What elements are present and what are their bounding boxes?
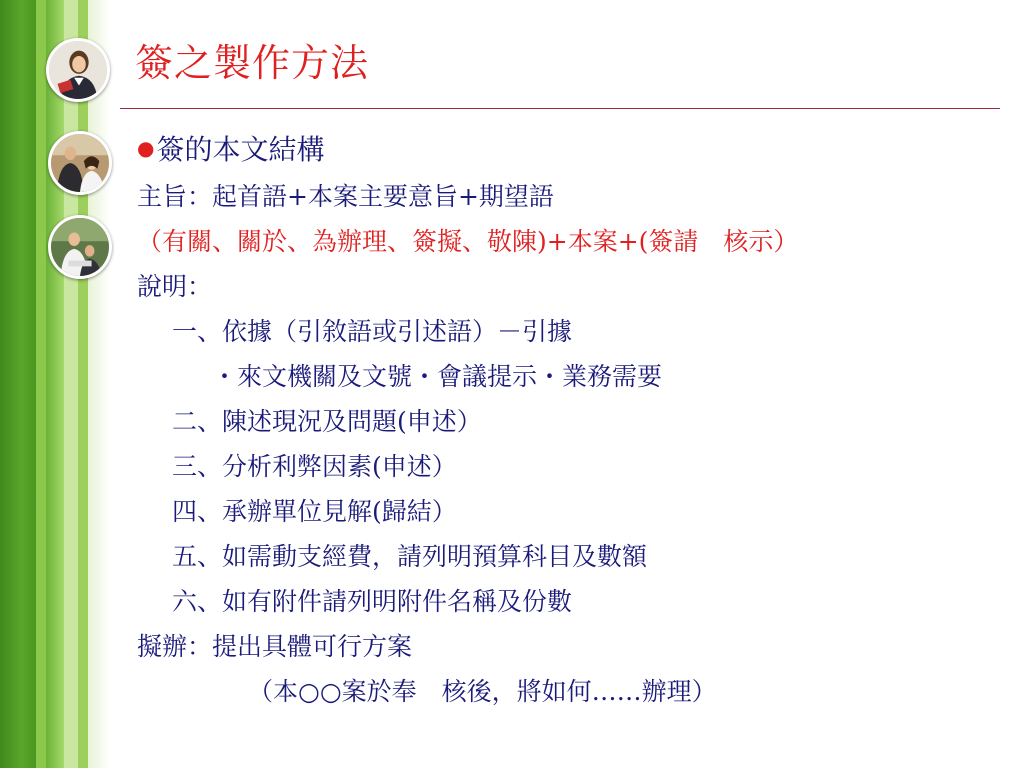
subject-line: 主旨：起首語+本案主要意旨+期望語 <box>137 182 554 211</box>
stripe <box>78 0 88 768</box>
businesswoman-photo <box>46 38 110 102</box>
explanation-item-3: 三、分析利弊因素(申述） <box>172 452 457 481</box>
stripe <box>64 0 78 768</box>
left-decorative-stripes <box>0 0 110 768</box>
explanation-label: 說明： <box>137 272 213 301</box>
stripe <box>0 0 36 768</box>
stripe <box>46 0 64 768</box>
explanation-item-6: 六、如有附件請列明附件名稱及份數 <box>172 587 573 616</box>
explanation-item-1: 一、依據（引敘語或引述語）－引據 <box>172 317 573 346</box>
proposal-example-line: （本○○案於奉 核後，將如何……辦理） <box>248 677 717 706</box>
proposal-line: 擬辦：提出具體可行方案 <box>137 632 413 661</box>
subject-example-line: （有關、關於、為辦理、簽擬、敬陳)+本案+(簽請 核示） <box>137 227 799 256</box>
explanation-item-5: 五、如需動支經費，請列明預算科目及數額 <box>172 542 648 571</box>
stripe <box>88 0 110 768</box>
explanation-item-2: 二、陳述現況及問題(申述） <box>172 407 482 436</box>
stripe <box>36 0 46 768</box>
office-workers-photo <box>48 131 112 195</box>
team-meeting-photo <box>48 215 112 279</box>
section-heading <box>137 128 324 168</box>
heading-text: 簽的本文結構 <box>156 133 325 166</box>
explanation-item-1-detail: ・來文機關及文號・會議提示・業務需要 <box>212 362 663 391</box>
slide-title: 簽之製作方法 <box>135 41 370 85</box>
title-divider <box>120 108 1000 109</box>
explanation-item-4: 四、承辦單位見解(歸結） <box>172 497 457 526</box>
bullet-icon: ● <box>137 136 155 160</box>
